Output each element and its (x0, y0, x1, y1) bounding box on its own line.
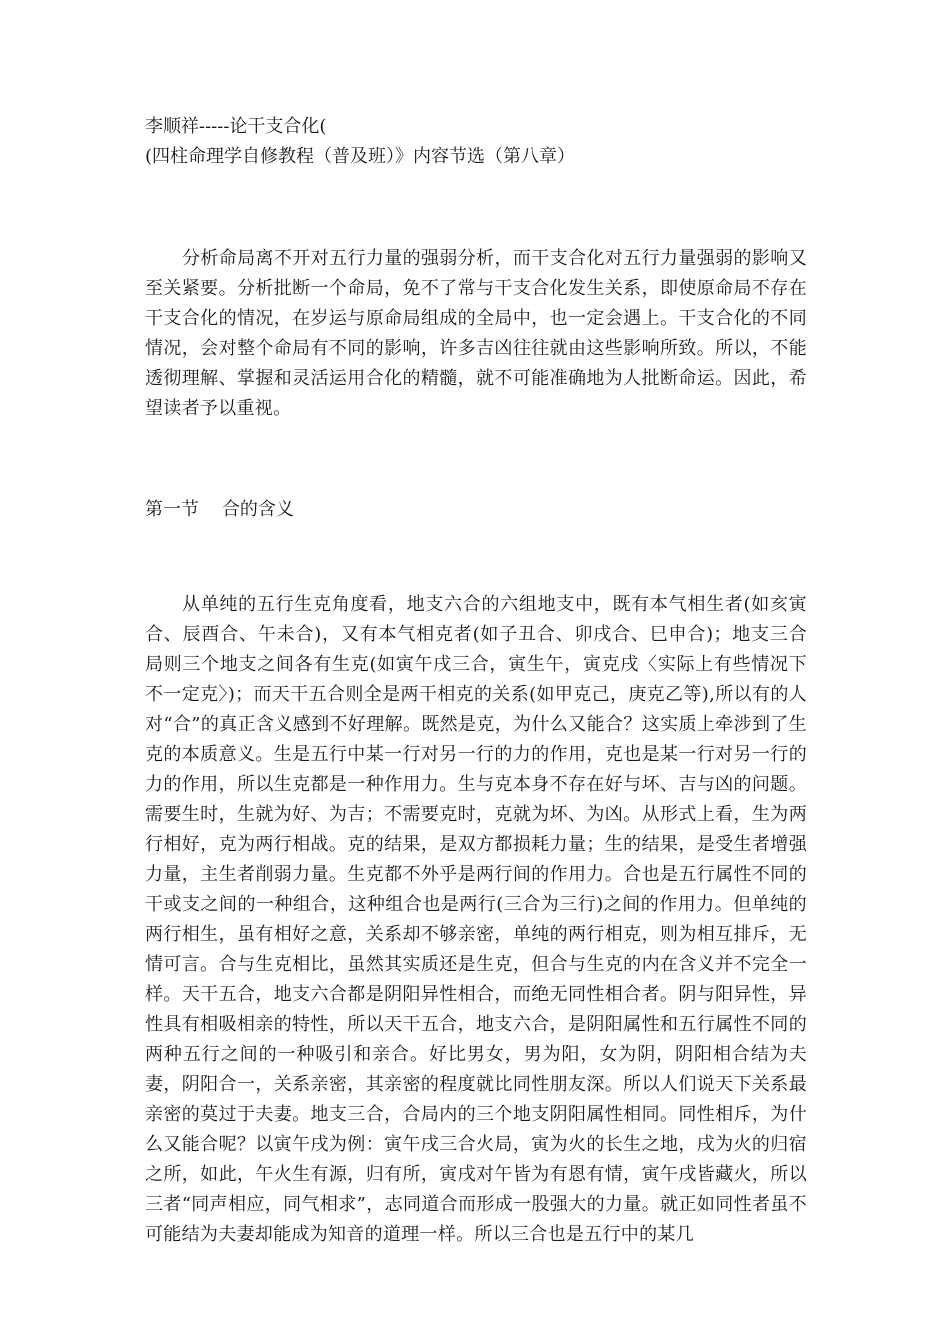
section-paragraph: 从单纯的五行生克角度看，地支六合的六组地支中，既有本气相生者(如亥寅合、辰酉合、午未合)，又有本气相克者(如子丑合、卯戌合、巳申合)；地支三合局则三个地支之间各有生克(如寅午戌三合，寅生午，寅克戌〈实际上有些情况下不一定克〉)；而天干五合则全是两干相克的关系(如甲克己，庚克乙等),所以有的人对“合”的真正含义感到不好理解。既然是克，为什么又能合？这实质上牵涉到了生克的本质意义。生是五行中某一行对另一行的力的作用，克也是某一行对另一行的力的作用，所以生克都是一种作用力。生与克本身不存在好与坏、吉与凶的问题。需要生时，生就为好、为吉；不需要克时，克就为坏、为凶。从形式上看，生为两行相好，克为两行相战。克的结果，是双方都损耗力量；生的结果，是受生者增强力量，主生者削弱力量。生克都不外乎是两行间的作用力。合也是五行属性不同的干或支之间的一种组合，这种组合也是两行(三合为三行)之间的作用力。但单纯的两行相生，虽有相好之意，关系却不够亲密，单纯的两行相克，则为相互排斥，无情可言。合与生克相比，虽然其实质还是生克，但合与生克的内在含义并不完全一样。天干五合，地支六合都是阴阳异性相合，而绝无同性相合者。阴与阳异性，异性具有相吸相亲的特性，所以天干五合，地支六合，是阴阳属性和五行属性不同的两种五行之间的一种吸引和亲合。好比男女，男为阳，女为阴，阴阳相合结为夫妻，阴阳合一，关系亲密，其亲密的程度就比同性朋友深。所以人们说天下关系最亲密的莫过于夫妻。地支三合，合局内的三个地支阴阳属性相同。同性相斥，为什么又能合呢？以寅午戌为例：寅午戌三合火局，寅为火的长生之地，戌为火的归宿之所，如此，午火生有源，归有所，寅戌对午皆为有恩有情，寅午戌皆藏火，所以三者“同声相应，同气相求”，志同道合而形成一股强大的力量。就正如同性者虽不可能结为夫妻却能成为知音的道理一样。所以三合也是五行中的某几 (145, 594, 807, 1245)
section-title: 第一节 合的含义 (145, 499, 294, 520)
document-title: 李顺祥-----论干支合化( (145, 116, 327, 137)
document-page (145, 112, 807, 1250)
document-subtitle: (四柱命理学自修教程（普及班）》内容节选（第八章） (145, 146, 576, 167)
intro-paragraph: 分析命局离不开对五行力量的强弱分析，而干支合化对五行力量强弱的影响又至关紧要。分析批断一个命局，免不了常与干支合化发生关系，即使原命局不存在干支合化的情况，在岁运与原命局组成的全局中，也一定会遇上。干支合化的不同情况，会对整个命局有不同的影响，许多吉凶往往就由这些影响所致。所以，不能透彻理解、掌握和灵活运用合化的精髓，就不可能准确地为人批断命运。因此，希望读者予以重视。 (145, 248, 807, 419)
